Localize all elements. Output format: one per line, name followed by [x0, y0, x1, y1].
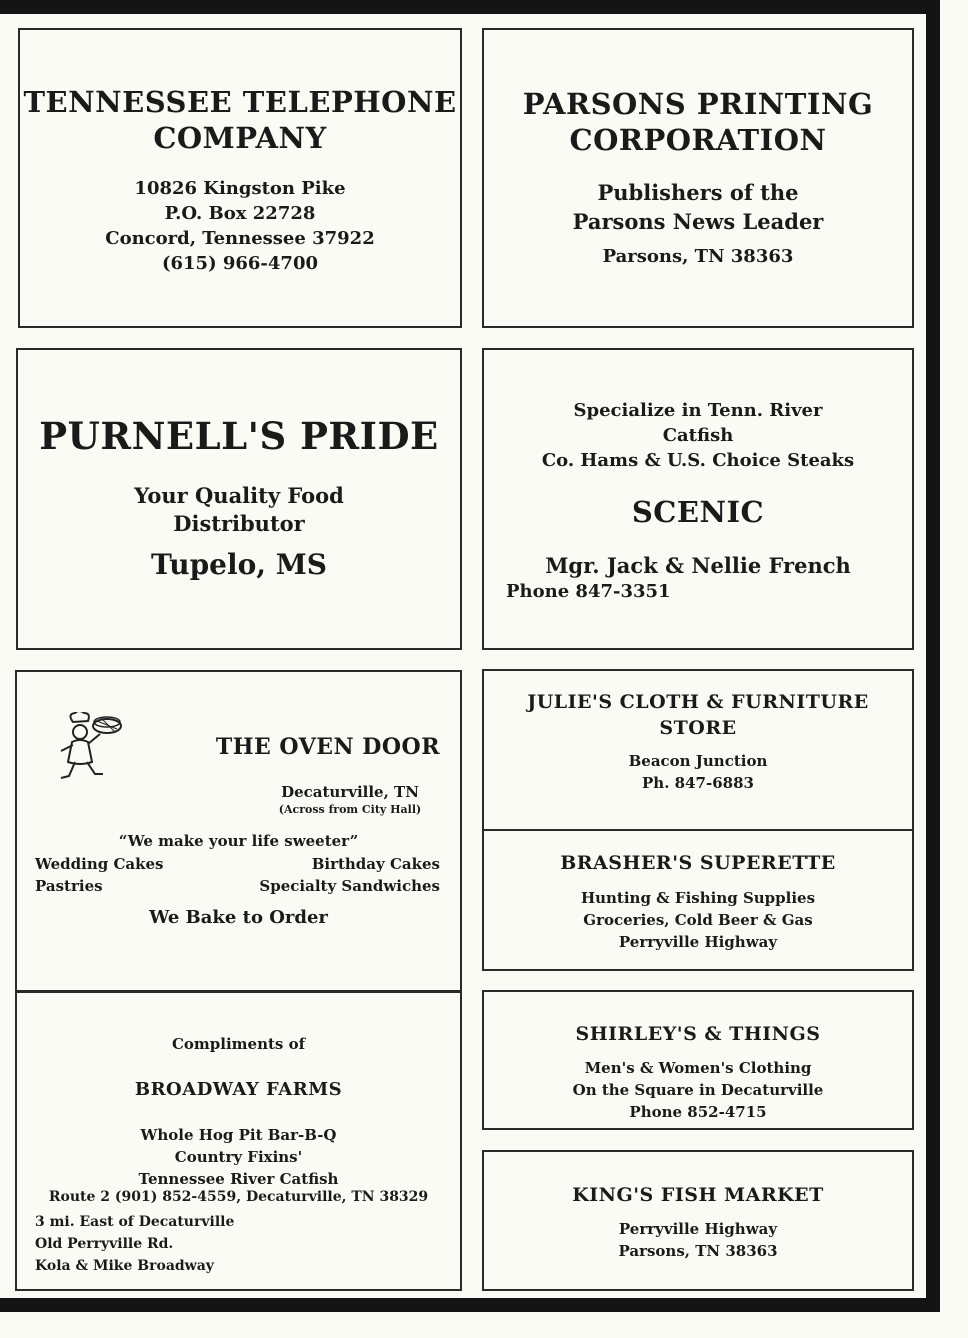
product-item: Specialty Sandwiches	[259, 877, 440, 895]
ad-intro: Compliments of	[171, 1035, 306, 1053]
ad-parsons-printing	[482, 28, 914, 328]
detail-line: Groceries, Cold Beer & Gas	[583, 911, 813, 929]
product-item: Whole Hog Pit Bar-B-Q	[140, 1126, 337, 1144]
address-line: 10826 Kingston Pike	[134, 178, 346, 199]
ad-details	[484, 750, 912, 794]
title-line: CORPORATION	[569, 123, 827, 157]
ad-broadway-farms	[15, 991, 462, 1291]
ad-address	[20, 176, 460, 276]
tagline-line: Publishers of the	[597, 180, 799, 205]
ad-kings-fish-market	[482, 1150, 914, 1291]
title-line: STORE	[659, 717, 737, 739]
ad-location: Parsons, TN 38363	[602, 246, 794, 267]
detail-line: Parsons, TN 38363	[618, 1242, 778, 1260]
ad-oven-door	[15, 670, 462, 992]
intro-line: Specialize in Tenn. River	[573, 400, 823, 421]
ad-title: THE OVEN DOOR	[215, 734, 440, 760]
ad-title: SHIRLEY'S & THINGS	[575, 1023, 821, 1045]
page-border-top	[0, 0, 940, 14]
ad-title: SCENIC	[631, 495, 765, 529]
ad-details	[484, 1057, 912, 1123]
ad-shirleys-things	[482, 990, 914, 1130]
ad-title	[484, 86, 912, 158]
product-list-right	[259, 853, 440, 897]
product-list-left	[35, 853, 164, 897]
product-item: Wedding Cakes	[35, 855, 164, 873]
ad-scenic	[482, 348, 914, 650]
address-line: P.O. Box 22728	[164, 203, 316, 224]
ad-details	[484, 1218, 912, 1262]
ad-managers: Mgr. Jack & Nellie French	[545, 553, 851, 578]
chef-icon	[55, 712, 125, 784]
title-line: TENNESSEE TELEPHONE	[23, 85, 457, 119]
address-line: Concord, Tennessee 37922	[105, 228, 375, 249]
detail-line: Perryville Highway	[618, 933, 778, 951]
product-list	[17, 1124, 460, 1190]
title-line: PARSONS PRINTING	[522, 87, 874, 121]
ad-brashers-superette	[482, 829, 914, 971]
ad-location: Tupelo, MS	[150, 548, 328, 581]
ad-details	[484, 887, 912, 953]
ad-tennessee-telephone	[18, 28, 462, 328]
page-border-bottom	[0, 1298, 940, 1312]
title-line: JULIE'S CLOTH & FURNITURE	[527, 691, 869, 713]
tagline-line: Parsons News Leader	[572, 209, 824, 234]
detail-line: Hunting & Fishing Supplies	[580, 889, 816, 907]
direction-line: 3 mi. East of Decaturville	[35, 1214, 235, 1230]
ad-directions	[35, 1211, 234, 1277]
ad-slogan: “We make your life sweeter”	[118, 832, 359, 850]
ad-location: Beacon Junction	[628, 752, 768, 770]
ad-location: Decaturville, TN	[281, 783, 419, 801]
intro-line: Co. Hams & U.S. Choice Steaks	[541, 450, 855, 471]
ad-title	[484, 689, 912, 741]
tagline-line: Your Quality Food	[134, 483, 344, 508]
product-item: Country Fixins'	[174, 1148, 303, 1166]
ad-title	[20, 84, 460, 156]
phone-number: Ph. 847-6883	[642, 774, 754, 792]
ad-tagline	[484, 178, 912, 236]
phone-number: Phone 847-3351	[506, 581, 671, 602]
intro-line: Catfish	[662, 425, 734, 446]
product-item: Tennessee River Catfish	[138, 1170, 339, 1188]
phone-number: (615) 966-4700	[161, 253, 318, 274]
ad-title: BRASHER'S SUPERETTE	[560, 852, 836, 874]
product-item: Birthday Cakes	[311, 855, 440, 873]
ad-tagline	[18, 482, 460, 538]
ad-closing: We Bake to Order	[149, 907, 328, 928]
ad-intro	[484, 398, 912, 473]
ad-title: BROADWAY FARMS	[134, 1079, 343, 1100]
detail-line: On the Square in Decaturville	[572, 1081, 824, 1099]
product-item: Pastries	[35, 877, 103, 895]
ad-title: KING'S FISH MARKET	[572, 1184, 824, 1206]
title-line: COMPANY	[153, 121, 327, 155]
ad-title: PURNELL'S PRIDE	[39, 414, 439, 458]
direction-line: Kola & Mike Broadway	[35, 1258, 214, 1274]
ad-purnells-pride	[16, 348, 462, 650]
detail-line: Perryville Highway	[618, 1220, 778, 1238]
tagline-line: Distributor	[173, 511, 305, 536]
direction-line: Old Perryville Rd.	[35, 1236, 174, 1252]
ad-location-note: (Across from City Hall)	[278, 803, 422, 816]
detail-line: Men's & Women's Clothing	[584, 1059, 812, 1077]
page-border-right	[926, 0, 940, 1312]
ad-julies-cloth-furniture	[482, 669, 914, 831]
phone-number: Phone 852-4715	[629, 1103, 767, 1121]
ad-route: Route 2 (901) 852-4559, Decaturville, TN 38329	[48, 1189, 429, 1205]
